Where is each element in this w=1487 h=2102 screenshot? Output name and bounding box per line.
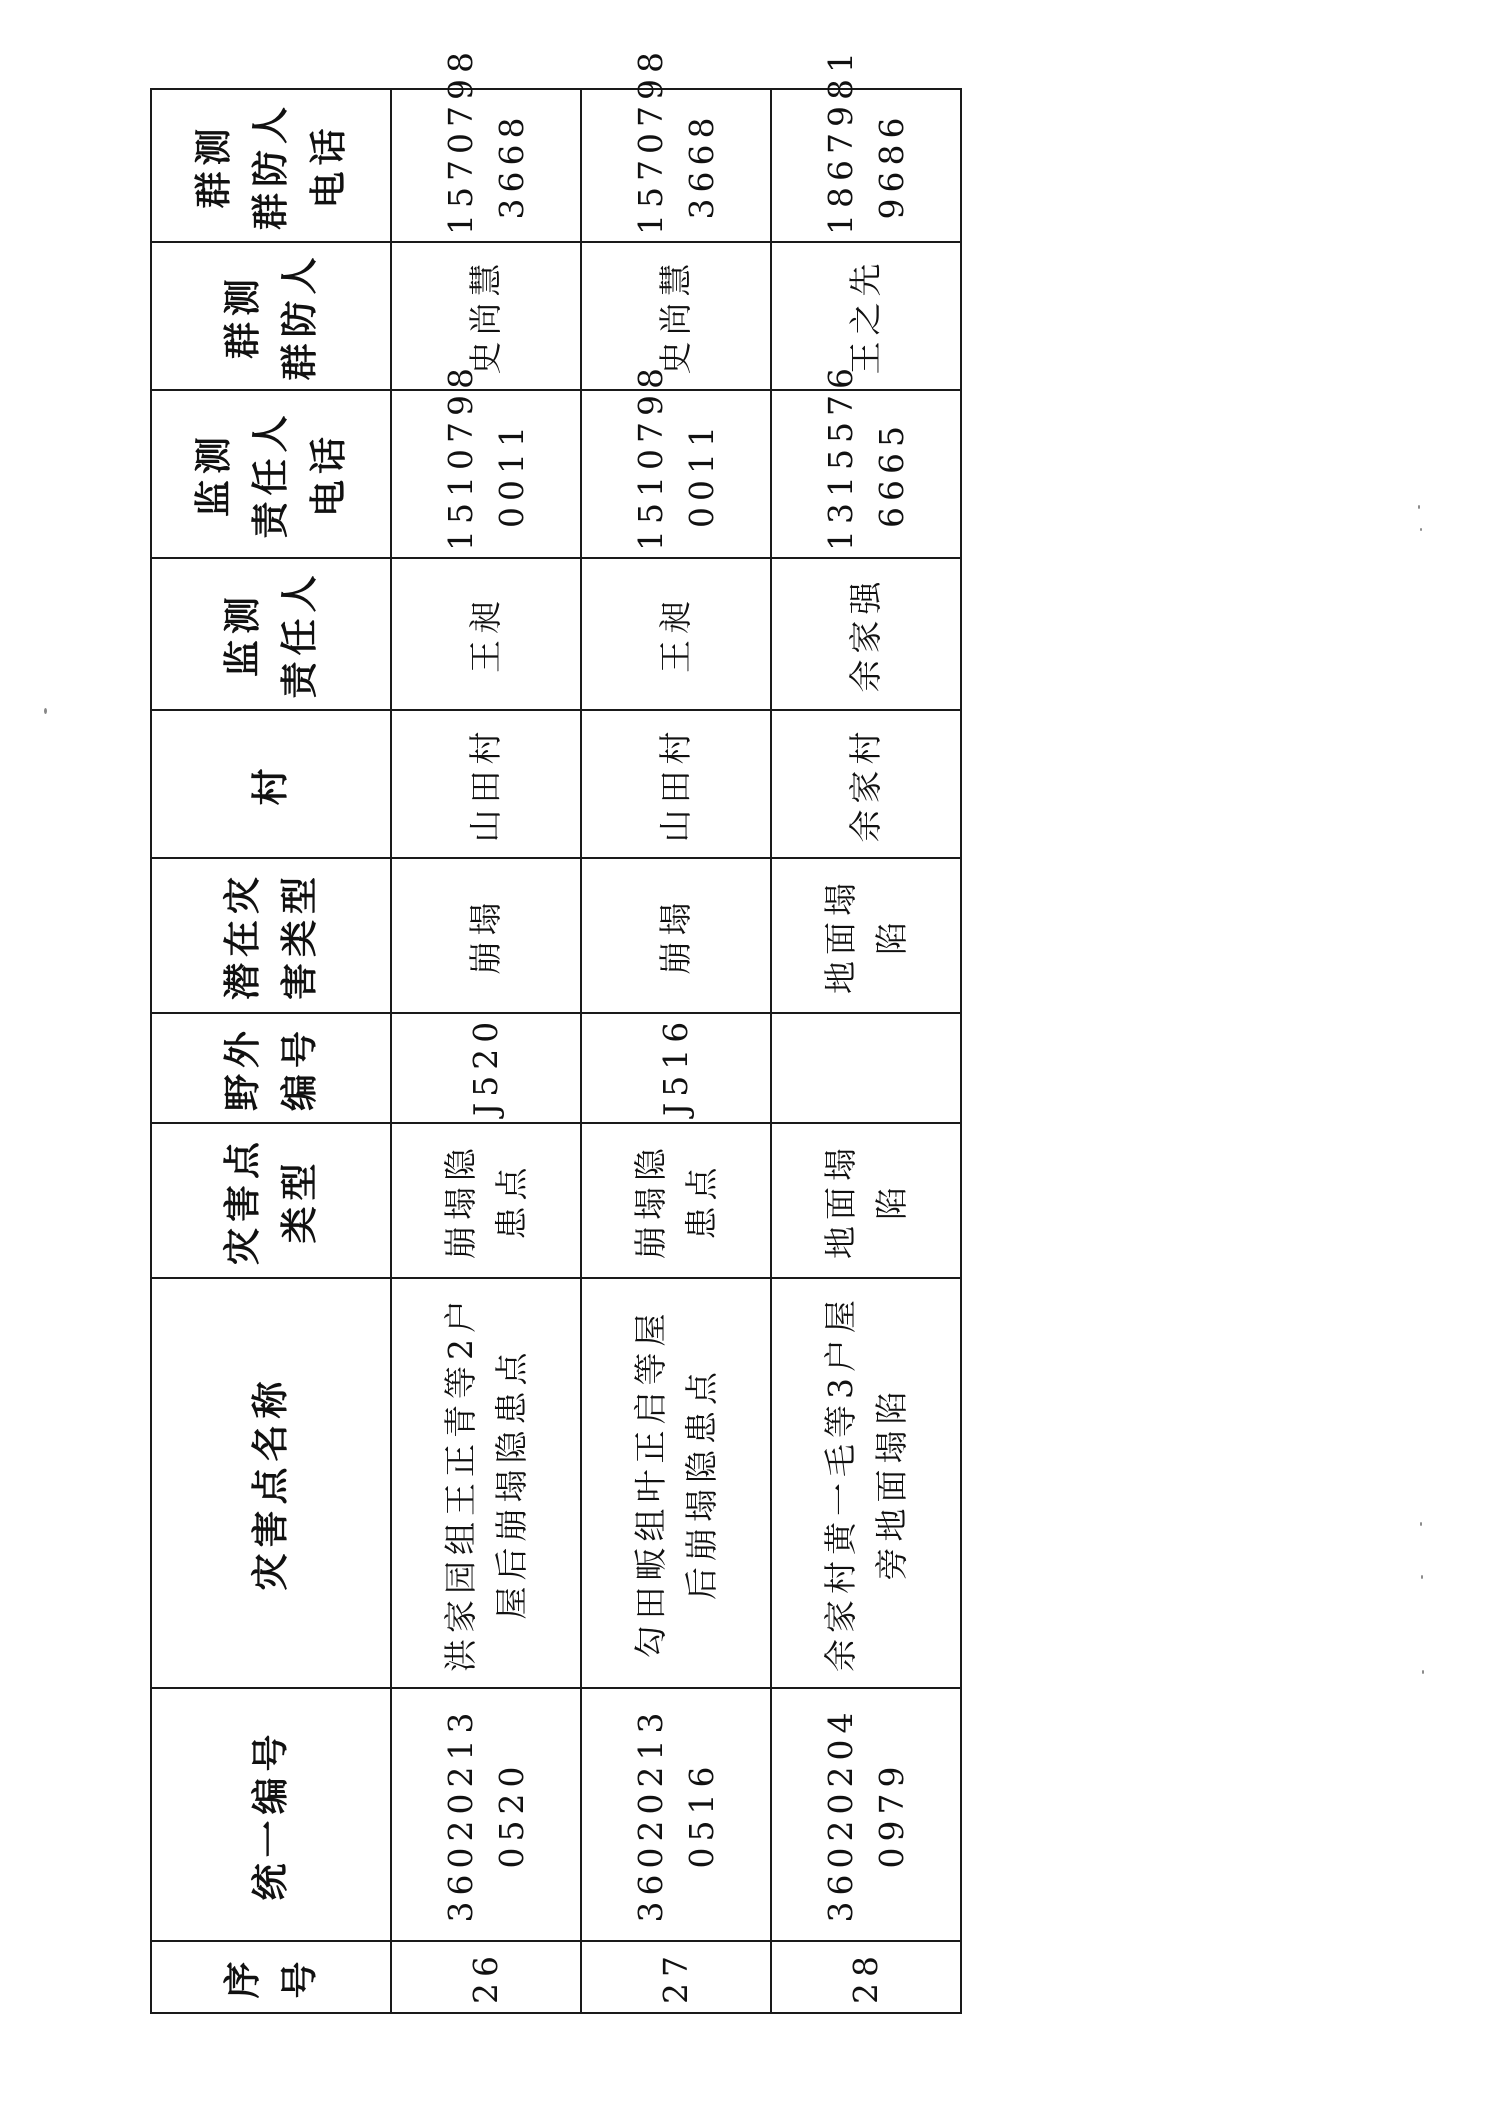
cell-unified-id: 36020204 0979 [771, 1688, 961, 1941]
scan-speck [1420, 1522, 1422, 1526]
scan-speck [1418, 505, 1420, 509]
cell-monitor-phone: 1510798 0011 [391, 390, 581, 558]
scan-speck [1421, 1575, 1423, 1579]
cell-field-no [771, 1013, 961, 1123]
cell-unified-id: 36020213 0516 [581, 1688, 771, 1941]
cell-monitor-phone: 1315576 6665 [771, 390, 961, 558]
cell-village: 山田村 [581, 710, 771, 858]
header-monitor-phone: 监测 责任人 电话 [151, 390, 391, 558]
header-guard-phone: 群测 群防人 电话 [151, 89, 391, 242]
cell-hazard-type: 崩塌 [391, 858, 581, 1013]
table-row [581, 89, 771, 2013]
cell-point-type: 崩塌隐 患点 [391, 1123, 581, 1278]
cell-guard: 王之先 [771, 242, 961, 390]
cell-unified-id: 36020213 0520 [391, 1688, 581, 1941]
cell-monitor: 余家强 [771, 558, 961, 710]
header-hazard-type: 潜在灾 害类型 [151, 858, 391, 1013]
cell-guard-phone: 1570798 3668 [581, 89, 771, 242]
header-point-type: 灾害点 类型 [151, 1123, 391, 1278]
cell-hazard-type: 崩塌 [581, 858, 771, 1013]
header-seq: 序 号 [151, 1941, 391, 2013]
header-monitor: 监测 责任人 [151, 558, 391, 710]
cell-point-type: 地面塌 陷 [771, 1123, 961, 1278]
cell-village: 余家村 [771, 710, 961, 858]
header-guard: 群测 群防人 [151, 242, 391, 390]
header-field-no: 野外 编号 [151, 1013, 391, 1123]
cell-monitor: 王昶 [391, 558, 581, 710]
cell-monitor-phone: 1510798 0011 [581, 390, 771, 558]
scan-speck [1422, 1670, 1424, 1674]
cell-point-name: 余家村黄一毛等3户屋 旁地面塌陷 [771, 1278, 961, 1688]
header-point-name: 灾害点名称 [151, 1278, 391, 1688]
cell-guard: 史尚慧 [391, 242, 581, 390]
table-row [771, 89, 961, 2013]
cell-field-no: J516 [581, 1013, 771, 1123]
cell-point-name: 洪家园组王正青等2户 屋后崩塌隐患点 [391, 1278, 581, 1688]
cell-field-no: J520 [391, 1013, 581, 1123]
table-row [391, 89, 581, 2013]
header-row [151, 89, 391, 2013]
disaster-point-table [150, 46, 962, 2014]
header-village: 村 [151, 710, 391, 858]
scan-speck [44, 708, 47, 714]
scan-speck [1420, 528, 1422, 531]
cell-hazard-type: 地面塌 陷 [771, 858, 961, 1013]
cell-monitor: 王昶 [581, 558, 771, 710]
cell-guard-phone: 1867981 9686 [771, 89, 961, 242]
cell-guard: 史尚慧 [581, 242, 771, 390]
cell-seq: 27 [581, 1941, 771, 2013]
cell-guard-phone: 1570798 3668 [391, 89, 581, 242]
cell-village: 山田村 [391, 710, 581, 858]
rotated-table-frame [150, 46, 955, 2014]
header-unified-id: 统一编号 [151, 1688, 391, 1941]
cell-seq: 28 [771, 1941, 961, 2013]
cell-point-type: 崩塌隐 患点 [581, 1123, 771, 1278]
cell-seq: 26 [391, 1941, 581, 2013]
cell-point-name: 勾田畈组叶正启等屋 后崩塌隐患点 [581, 1278, 771, 1688]
